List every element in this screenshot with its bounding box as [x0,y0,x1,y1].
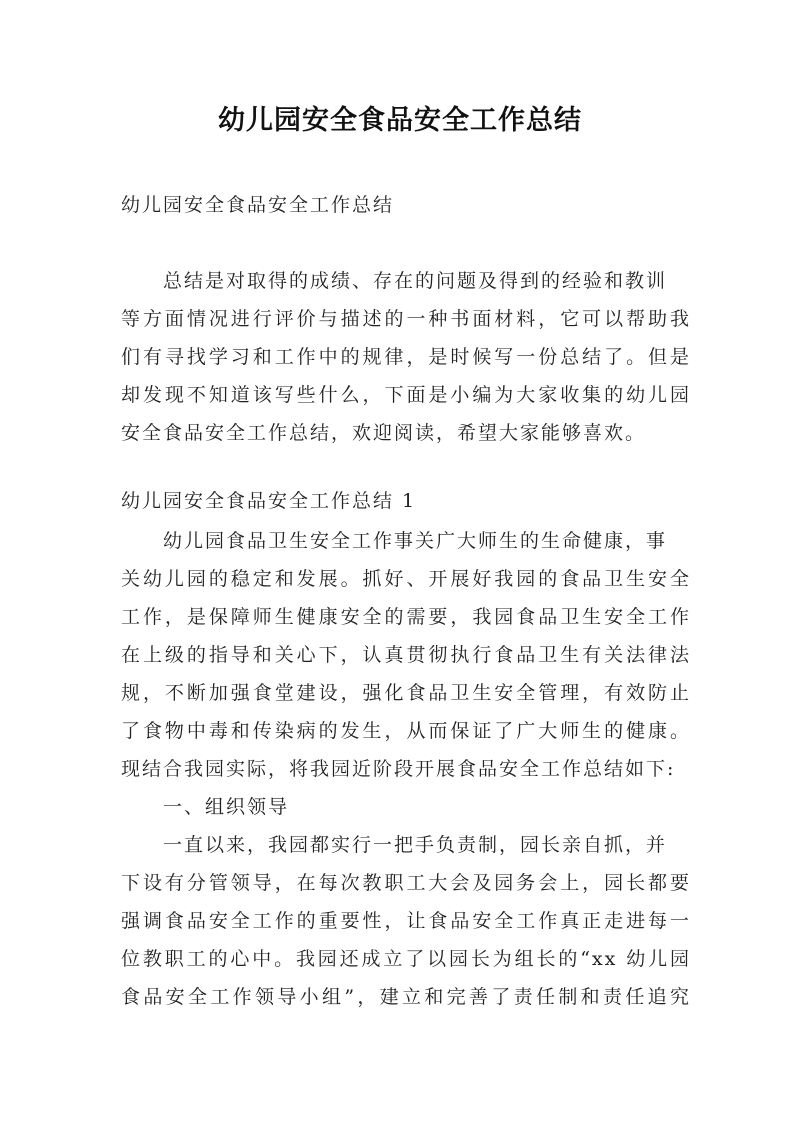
section1-line: 关幼儿园的稳定和发展。抓好、开展好我园的食品卫生安全 [121,568,691,590]
intro-line: 等方面情况进行评价与描述的一种书面材料，它可以帮助我 [121,308,691,330]
intro-line: 却发现不知道该写些什么，下面是小编为大家收集的幼儿园 [121,384,691,406]
section1-subheading [121,788,691,826]
section1-subheading-text: 一、组织领导 [163,796,290,818]
section1-heading [121,482,691,520]
section1-line: 幼儿园食品卫生安全工作事关广大师生的生命健康，事 [163,530,668,552]
document-title: 幼儿园安全食品安全工作总结 [218,105,582,136]
section1-sub-line: 位教职工的心中。我园还成立了以园长为组长的“xx 幼儿园 [121,948,691,970]
section1-line: 规，不断加强食堂建设，强化食品卫生安全管理，有效防止 [121,682,691,704]
subtitle-text: 幼儿园安全食品安全工作总结 [121,194,395,216]
intro-line: 安全食品安全工作总结，欢迎阅读，希望大家能够喜欢。 [121,422,647,444]
section1-heading-text: 幼儿园安全食品安全工作总结 1 [121,490,417,512]
intro-line: 总结是对取得的成绩、存在的问题及得到的经验和教训 [163,270,668,292]
section1-line: 了食物中毒和传染病的发生，从而保证了广大师生的健康。 [121,720,691,742]
section1-sub-paragraph [121,826,691,1016]
section1-line: 现结合我园实际，将我园近阶段开展食品安全工作总结如下: [121,758,676,780]
intro-line: 们有寻找学习和工作中的规律，是时候写一份总结了。但是 [121,346,691,368]
section1-sub-line: 一直以来，我园都实行一把手负责制，园长亲自抓，并 [163,834,668,856]
section1-line: 在上级的指导和关心下，认真贯彻执行食品卫生有关法律法 [121,644,691,666]
section1-sub-line: 下设有分管领导，在每次教职工大会及园务会上，园长都要 [121,872,691,894]
section1-sub-line: 食品安全工作领导小组”，建立和完善了责任制和责任追究 [121,986,691,1008]
intro-paragraph [121,262,691,452]
section1-sub-line: 强调食品安全工作的重要性，让食品安全工作真正走进每一 [121,910,691,932]
section1-line: 工作，是保障师生健康安全的需要，我园食品卫生安全工作 [121,606,691,628]
document-subtitle [121,186,691,224]
section1-paragraph [121,522,691,788]
